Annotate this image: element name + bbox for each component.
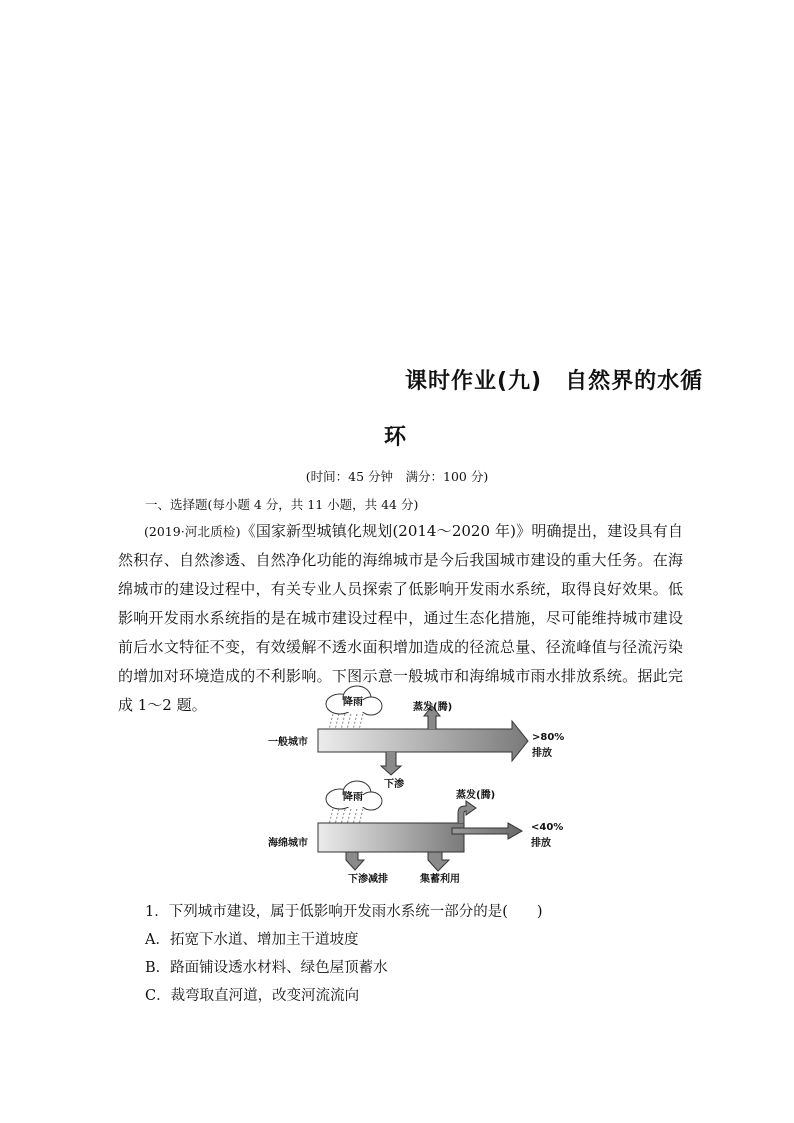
bottom-infiltration-arrow xyxy=(346,852,364,870)
rain-cloud-icon xyxy=(326,781,382,825)
bottom-discharge-label: 排放 xyxy=(531,838,551,849)
question-1-option-c: C．裁弯取直河道，改变河流流向 xyxy=(145,988,360,1004)
rain-cloud-icon xyxy=(326,686,382,730)
top-infiltration-label: 下渗 xyxy=(384,779,404,790)
section-heading: 一、选择题(每小题 4 分，共 11 小题，共 44 分) xyxy=(145,497,419,512)
bottom-evaporation-arrow xyxy=(458,801,476,823)
bottom-storage-arrow xyxy=(428,852,449,871)
top-infiltration-arrow xyxy=(381,752,401,775)
top-discharge-arrow xyxy=(318,721,528,761)
time-score-info: (时间：45 分钟 满分：100 分) xyxy=(305,469,489,484)
top-discharge-label: 排放 xyxy=(532,748,552,759)
top-evaporation-label: 蒸发(腾) xyxy=(413,702,453,713)
page-title-line2: 环 xyxy=(384,425,407,450)
top-rain-label: 降雨 xyxy=(343,697,363,708)
question-1-option-a: A．拓宽下水道、增加主干道坡度 xyxy=(145,932,359,948)
passage-source: (2019·河北质检) xyxy=(144,524,241,539)
top-discharge-percent: >80% xyxy=(532,732,565,743)
bottom-discharge-percent: <40% xyxy=(531,822,564,833)
bottom-evaporation-label: 蒸发(腾) xyxy=(456,790,496,801)
passage-text: 《国家新型城镇化规划(2014～2020 年)》明确提出，建设具有自然积存、自然渗透、自然净化功能的海绵城市是今后我国城市建设的重大任务。在海绵城市的建设过程中，有关专业人员探索了低影响开发雨水系统，取得良好效果。低影响开发雨水系统指的是在城市建设过程中，通过生态化措施，尽可能维持城市建设前后水文特征不变，有效缓解不透水面积增加造成的径流总量、径流峰值与径流污染的增加对环境造成的不利影响。下图示意一般城市和海绵城市雨水排放系统。据此完成 1～2 题。 xyxy=(118,522,683,714)
bottom-flow-body xyxy=(318,823,464,852)
question-1-stem: 1．下列城市建设，属于低影响开发雨水系统一部分的是( ) xyxy=(145,904,543,920)
bottom-rain-label: 降雨 xyxy=(343,792,363,803)
question-1-option-b: B．路面铺设透水材料、绿色屋顶蓄水 xyxy=(145,960,388,976)
page-title-line1: 课时作业(九) 自然界的水循 xyxy=(405,369,704,394)
bottom-storage-label: 集蓄利用 xyxy=(420,874,460,885)
bottom-city-label: 海绵城市 xyxy=(268,838,308,849)
bottom-infiltration-label: 下渗减排 xyxy=(348,874,388,885)
top-city-label: 一般城市 xyxy=(268,737,308,748)
